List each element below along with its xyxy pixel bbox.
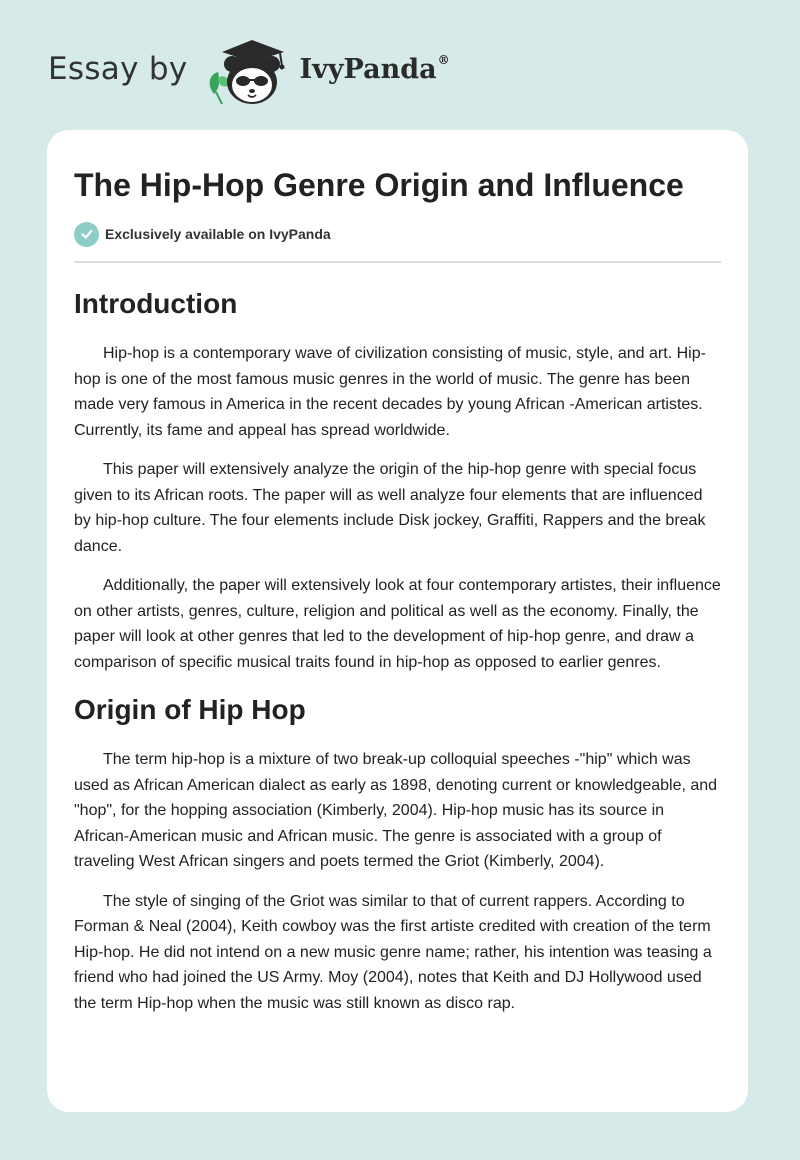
paragraph: Hip-hop is a contemporary wave of civilization consisting of music, style, and art. Hip- hop is one of the most famous music genres in the world of music. The genre has been made very famous in America in the recent decades by young African -American artistes. Currently, its fame and appeal has spread worldwide. <box>74 345 706 439</box>
registered-mark: ® <box>437 53 450 67</box>
section-heading-introduction: Introduction <box>74 288 238 319</box>
paragraph: The style of singing of the Griot was similar to that of current rappers. According to Forman & Neal (2004), Keith cowboy was the first artiste credited with creation of the term Hip-hop. He did not intend on a new music genre name; rather, his intention was teasing a friend who had joined the US Army. Moy (2004), notes that Keith and DJ Hollywood used the term Hip-hop when the music was still known as disco rap. <box>74 892 712 1012</box>
badge-text: Exclusively available on IvyPanda <box>105 226 331 242</box>
brand-prefix: Essay by <box>48 51 188 87</box>
brand-name: IvyPanda® <box>299 53 450 85</box>
section-heading-origin: Origin of Hip Hop <box>74 694 306 725</box>
exclusive-badge <box>74 221 721 247</box>
article-card <box>47 130 748 1112</box>
page-title: The Hip-Hop Genre Origin and Influence <box>74 167 684 203</box>
paragraph: This paper will extensively analyze the origin of the hip-hop genre with special focus given to its African roots. The paper will as well analyze four elements that are influenced by hip-hop culture. The four elements include Disk jockey, Graffiti, Rappers and the break dance. <box>74 461 706 555</box>
panda-logo-icon <box>204 34 296 110</box>
check-circle-icon <box>74 222 99 247</box>
site-header-brand[interactable] <box>48 34 450 110</box>
divider <box>74 261 721 263</box>
paragraph: The term hip-hop is a mixture of two break-up colloquial speeches -"hip" which was used as African American dialect as early as 1898, denoting current or knowledgeable, and "hop", for the hopping association (Kimberly, 2004). Hip-hop music has its source in African-American music and African music. The genre is associated with a group of traveling West African singers and poets termed the Griot (Kimberly, 2004). <box>74 751 718 870</box>
paragraph: Additionally, the paper will extensively look at four contemporary artistes, their influence on other artists, genres, culture, religion and political as well as the economy. Finally, the paper will look at other genres that led to the development of hip-hop genre, and draw a comparison of specific musical traits found in hip-hop as opposed to earlier genres. <box>74 577 721 671</box>
